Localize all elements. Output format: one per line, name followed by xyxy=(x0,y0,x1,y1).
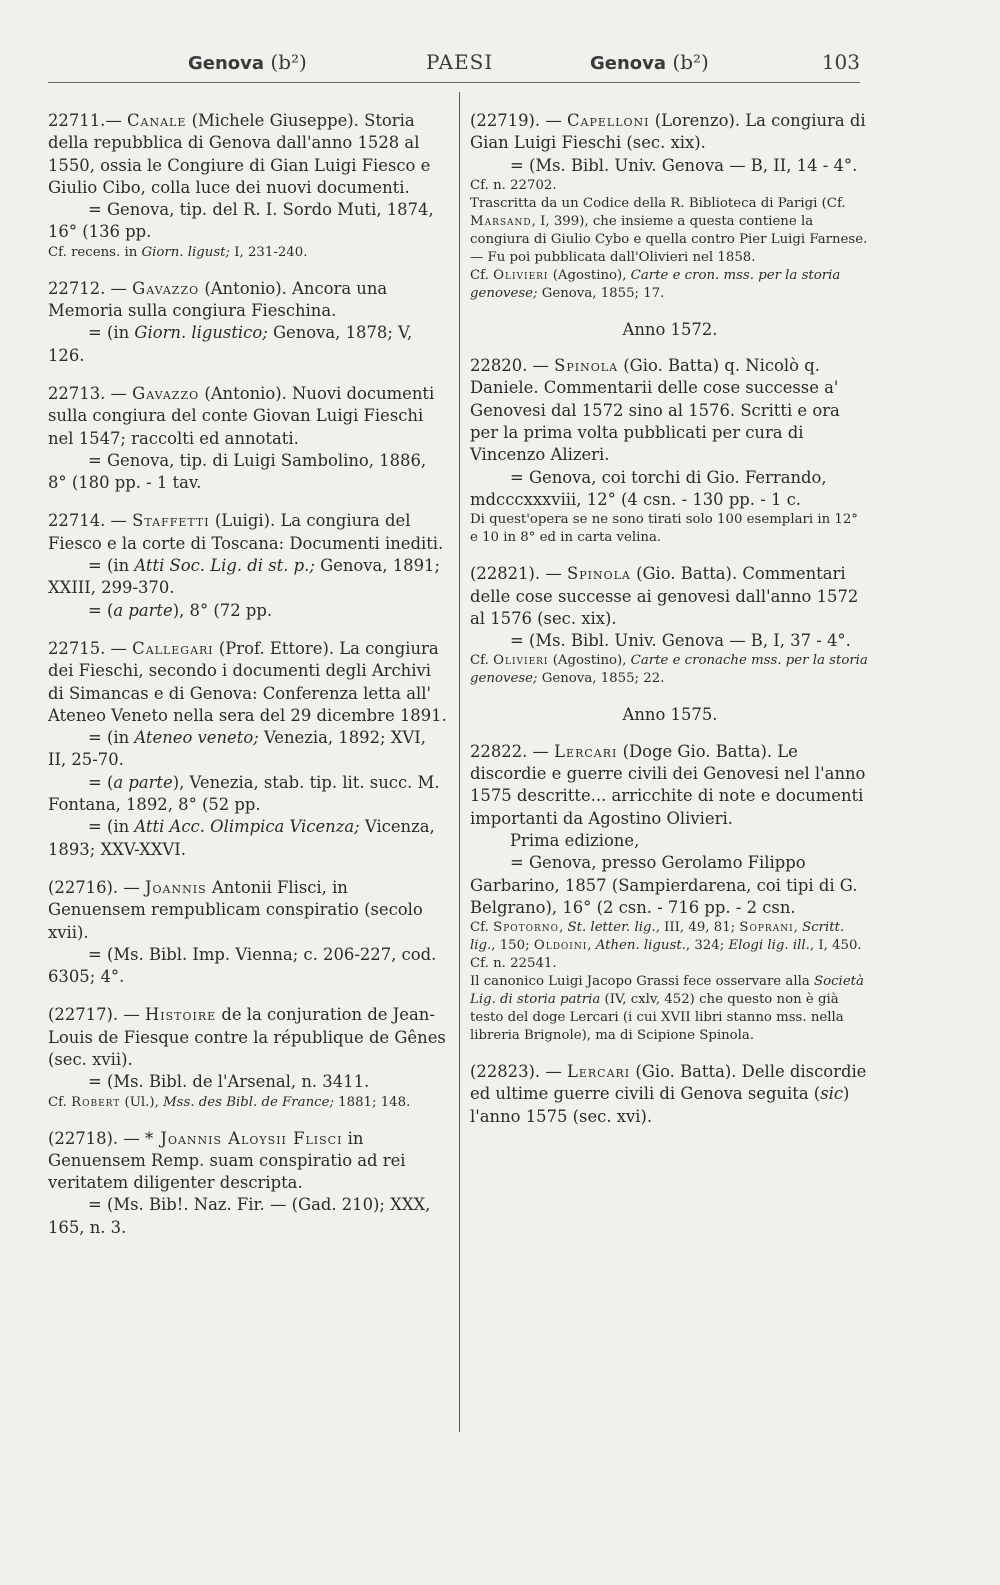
entry-imprint: = (a parte), Venezia, stab. tip. lit. succ. M. Fontana, 1892, 8° (52 pp. xyxy=(48,772,440,815)
year-heading: Anno 1575. xyxy=(622,705,718,725)
entry-author: Spinola xyxy=(566,564,631,584)
entry-author: Spinola xyxy=(554,356,619,376)
entry-imprint: = (Ms. Bib!. Naz. Fir. — (Gad. 210); XXX, 165, n. 3. xyxy=(48,1195,431,1237)
entry-note: Cf. Olivieri (Agostino), Carte e cronache mss. per la storia genovese; Genova, 1855; 22. xyxy=(470,653,868,687)
entry-22718: (22718). — * Joannis Aloysii Flisci in Genuensem Remp. suam conspiratio ad rei veritatem diligenter descripta. = (Ms. Bib!. Naz. Fir. — (Gad. 210); XXX, 165, n. 3. xyxy=(48,1128,448,1239)
entry-imprint: = Genova, coi torchi di Gio. Ferrando, mdcccxxxviii, 12° (4 csn. - 130 pp. - 1 c. xyxy=(470,467,827,509)
column-divider xyxy=(459,92,460,1432)
entry-imprint: = (in Atti Acc. Olimpica Vicenza; Vicenza, 1893; XXV-XXVI. xyxy=(48,817,435,859)
entry-author: * Joannis Aloysii Flisci xyxy=(144,1128,343,1148)
entry-author: Canale xyxy=(126,111,187,130)
header-section: PAESI xyxy=(426,50,494,74)
right-column xyxy=(470,110,870,1144)
entry-author: Capelloni xyxy=(566,111,650,130)
entry-note: Cf. Spotorno, St. letter. lig., III, 49, 81; Soprani, Scritt. lig., 150; Oldoini, Athen. ligust., 324; Elogi lig. ill., I, 450. xyxy=(470,920,862,954)
entry-note: Cf. recens. in Giorn. ligust; I, 231-240. xyxy=(48,244,308,260)
entry-author: Lercari xyxy=(566,1062,631,1082)
entry-author: Staffetti xyxy=(132,511,210,531)
entry-imprint: = Genova, presso Gerolamo Filippo Garbarino, 1857 (Sampierdarena, coi tipi di G. Belgrano), 16° (2 csn. - 716 pp. - 2 csn. xyxy=(470,853,858,917)
entry-22713: 22713. — Gavazzo (Antonio). Nuovi documenti sulla congiura del conte Giovan Luigi Fieschi nel 1547; raccolti ed annotati. = Genova, tip. di Luigi Sambolino, 1886, 8° (180 pp. - 1 tav. xyxy=(48,383,448,494)
entry-imprint: = Genova, tip. del R. I. Sordo Muti, 1874, 16° (136 pp. xyxy=(48,200,434,242)
year-heading: Anno 1572. xyxy=(622,319,718,339)
entry-author: Callegari xyxy=(132,638,214,658)
entry-note: Il canonico Luigi Jacopo Grassi fece osservare alla Società Lig. di storia patria (IV, cxlv, 452) che questo non è già testo del doge Lercari (i cui XVII libri stanno mss. nella libreria Brignole), ma di Scipione Spinola. xyxy=(470,974,864,1044)
entry-22823: (22823). — Lercari (Gio. Batta). Delle discordie ed ultime guerre civili di Genova seguita (sic) l'anno 1575 (sec. xvi). xyxy=(470,1062,867,1126)
entry-22714: 22714. — Staffetti (Luigi). La congiura del Fiesco e la corte di Toscana: Documenti inediti. = (in Atti Soc. Lig. di st. p.; Genova, 1891; XXIII, 299-370. = (a parte), 8° (72 pp. xyxy=(48,510,448,621)
entry-note: Cf. Robert (Ul.), Mss. des Bibl. de France; 1881; 148. xyxy=(48,1094,411,1110)
entry-author: Gavazzo xyxy=(132,383,200,403)
entry-note: Di quest'opera se ne sono tirati solo 100 esemplari in 12° e 10 in 8° ed in carta velina. xyxy=(470,512,858,546)
entry-22712: 22712. — Gavazzo (Antonio). Ancora una Memoria sulla congiura Fieschina. = (in Giorn. ligustico; Genova, 1878; V, 126. xyxy=(48,278,448,367)
page-number: 103 xyxy=(821,50,860,74)
entry-imprint: = (Ms. Bibl. Imp. Vienna; c. 206-227, cod. 6305; 4°. xyxy=(48,944,437,987)
left-column xyxy=(48,110,448,1255)
entry-crossref: Cf. n. 22541. xyxy=(470,956,557,972)
entry-author: Joannis xyxy=(144,877,207,897)
entry-imprint: = (Ms. Bibl. Univ. Genova — B, I, 37 - 4°. xyxy=(510,631,851,651)
entry-22821: (22821). — Spinola (Gio. Batta). Commentari delle cose successe ai genovesi dall'anno 1572 al 1576 (sec. xix). = (Ms. Bibl. Univ. Genova — B, I, 37 - 4°. Cf. Olivieri (Agostino), Carte e cronache mss. per la storia genovese; Genova, 1855; 22. xyxy=(470,563,870,688)
entry-imprint: = (in Giorn. ligustico; Genova, 1878; V, 126. xyxy=(48,323,413,365)
entry-author: Histoire xyxy=(144,1005,217,1025)
header-right: Genova (b²) xyxy=(590,50,709,74)
entry-edition: Prima edizione, xyxy=(510,830,640,850)
entry-imprint: = Genova, tip. di Luigi Sambolino, 1886, 8° (180 pp. - 1 tav. xyxy=(48,450,427,493)
entry-note: Trascritta da un Codice della R. Biblioteca di Parigi (Cf. Marsand, I, 399), che insieme a questa contiene la congiura di Giulio Cybo e quella contro Pier Luigi Farnese. — Fu poi pubblicata dall'Olivieri nel 1858. xyxy=(470,195,868,265)
entry-author: Gavazzo xyxy=(132,278,200,298)
header-left: Genova (b²) xyxy=(188,50,307,74)
entry-22716: (22716). — Joannis Antonii Flisci, in Genuensem rempublicam conspiratio (secolo xvii). = (Ms. Bibl. Imp. Vienna; c. 206-227, cod. 6305; 4°. xyxy=(48,877,448,988)
entry-note: Cf. Olivieri (Agostino), Carte e cron. mss. per la storia genovese; Genova, 1855; 17. xyxy=(470,267,841,301)
entry-imprint: = (in Atti Soc. Lig. di st. p.; Genova, 1891; XXIII, 299-370. xyxy=(48,556,440,598)
entry-imprint: = (Ms. Bibl. de l'Arsenal, n. 3411. xyxy=(88,1072,370,1092)
header-rule xyxy=(48,82,860,83)
entry-22822: 22822. — Lercari (Doge Gio. Batta). Le discordie e guerre civili dei Genovesi nel l'anno 1575 descritte... arricchite di note e documenti importanti da Agostino Olivieri. Prima edizione, = Genova, presso Gerolamo Filippo Garbarino, 1857 (Sampierdarena, coi tipi di G. Belgrano), 16° (2 csn. - 716 pp. - 2 csn. Cf. Spotorno, St. letter. lig., III, 49, 81; Soprani, Scritt. lig., 150; Oldoini, Athen. ligust., 324; Elogi lig. ill., I, 450. Cf. n. 22541. Il canonico Luigi Jacopo Grassi fece osservare alla Società Lig. di storia patria (IV, cxlv, 452) che questo non è già testo del doge Lercari (i cui XVII libri stanno mss. nella libreria Brignole), ma di Scipione Spinola. xyxy=(470,741,870,1045)
entry-22719: (22719). — Capelloni (Lorenzo). La congiura di Gian Luigi Fieschi (sec. xix). = (Ms. Bibl. Univ. Genova — B, II, 14 - 4°. Cf. n. 22702. Trascritta da un Codice della R. Biblioteca di Parigi (Cf. Marsand, I, 399), che insieme a questa contiene la congiura di Giulio Cybo e quella contro Pier Luigi Farnese. — Fu poi pubblicata dall'Olivieri nel 1858. Cf. Olivieri (Agostino), Carte e cron. mss. per la storia genovese; Genova, 1855; 17. xyxy=(470,110,870,303)
entry-author: Lercari xyxy=(554,741,618,761)
entry-22715: 22715. — Callegari (Prof. Ettore). La congiura dei Fieschi, secondo i documenti degli Archivi di Simancas e di Genova: Conferenza letta all' Ateneo Veneto nella sera del 29 dicembre 1891. = (in Ateneo veneto; Venezia, 1892; XVI, II, 25-70. = (a parte), Venezia, stab. tip. lit. succ. M. Fontana, 1892, 8° (52 pp. = (in Atti Acc. Olimpica Vicenza; Vicenza, 1893; XXV-XXVI. xyxy=(48,638,448,861)
entry-22820: 22820. — Spinola (Gio. Batta) q. Nicolò q. Daniele. Commentarii delle cose successe a' Genovesi dal 1572 sino al 1576. Scritti e ora per la prima volta pubblicati per cura di Vincenzo Alizeri. = Genova, coi torchi di Gio. Ferrando, mdcccxxxviii, 12° (4 csn. - 130 pp. - 1 c. Di quest'opera se ne sono tirati solo 100 esemplari in 12° e 10 in 8° ed in carta velina. xyxy=(470,355,870,547)
entry-imprint: = (Ms. Bibl. Univ. Genova — B, II, 14 - 4°. xyxy=(510,155,858,175)
entry-22711: 22711.— Canale (Michele Giuseppe). Storia della repubblica di Genova dall'anno 1528 al 1550, ossia le Congiure di Gian Luigi Fiesco e Giulio Cibo, colla luce dei nuovi documenti. = Genova, tip. del R. I. Sordo Muti, 1874, 16° (136 pp. Cf. recens. in Giorn. ligust; I, 231-240. xyxy=(48,110,448,262)
entry-22717: (22717). — Histoire de la conjuration de Jean-Louis de Fiesque contre la république de Gênes (sec. xvii). = (Ms. Bibl. de l'Arsenal, n. 3411. Cf. Robert (Ul.), Mss. des Bibl. de France; 1881; 148. xyxy=(48,1004,448,1111)
running-header xyxy=(48,44,860,78)
entry-imprint: = (a parte), 8° (72 pp. xyxy=(88,600,273,620)
entry-crossref: Cf. n. 22702. xyxy=(470,177,557,193)
entry-imprint: = (in Ateneo veneto; Venezia, 1892; XVI, II, 25-70. xyxy=(48,728,426,770)
